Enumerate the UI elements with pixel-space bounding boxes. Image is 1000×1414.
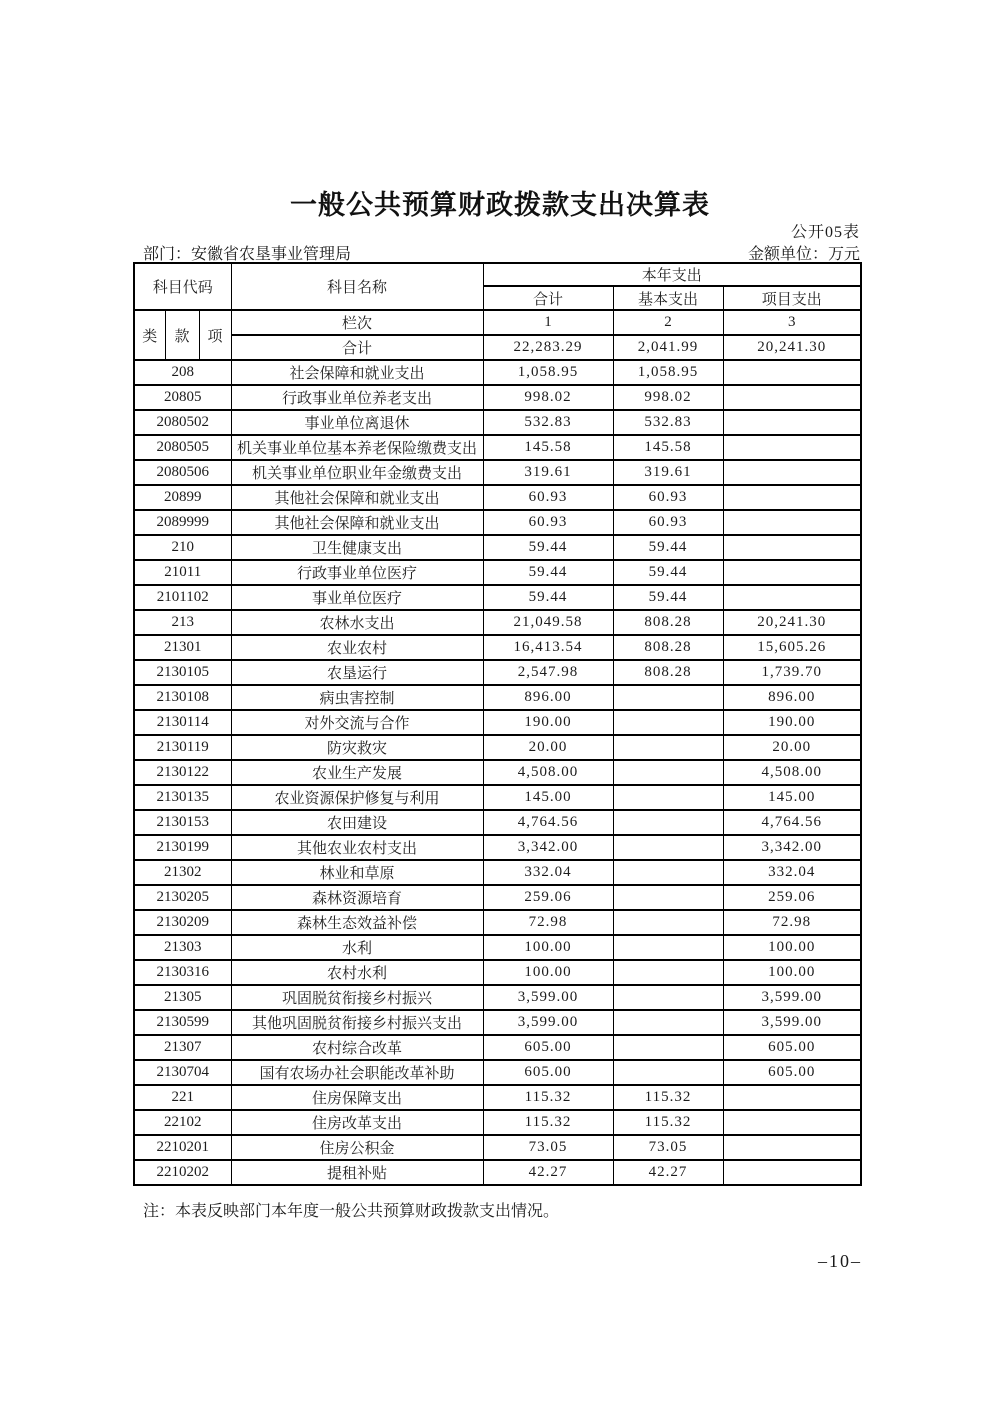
row-total: 145.00 bbox=[483, 785, 613, 810]
department-label: 部门：安徽省农垦事业管理局 bbox=[143, 246, 352, 263]
page-title: 一般公共预算财政拨款支出决算表 bbox=[290, 190, 710, 220]
row-code: 21303 bbox=[134, 935, 231, 960]
row-code: 21011 bbox=[134, 560, 231, 585]
row-project: 100.00 bbox=[723, 960, 861, 985]
row-code: 221 bbox=[134, 1085, 231, 1110]
row-code: 21307 bbox=[134, 1035, 231, 1060]
row-code: 213 bbox=[134, 610, 231, 635]
row-name: 农田建设 bbox=[231, 810, 483, 835]
row-code: 21302 bbox=[134, 860, 231, 885]
row-basic bbox=[613, 960, 723, 985]
row-basic: 1,058.95 bbox=[613, 360, 723, 385]
table-row bbox=[134, 460, 861, 485]
header-section: 款 bbox=[165, 310, 199, 360]
row-basic bbox=[613, 735, 723, 760]
row-total: 3,599.00 bbox=[483, 1010, 613, 1035]
row-basic: 42.27 bbox=[613, 1160, 723, 1185]
row-total: 3,342.00 bbox=[483, 835, 613, 860]
row-total: 59.44 bbox=[483, 535, 613, 560]
table-row bbox=[134, 1060, 861, 1085]
row-code: 2130205 bbox=[134, 885, 231, 910]
row-total: 59.44 bbox=[483, 560, 613, 585]
row-code: 2130199 bbox=[134, 835, 231, 860]
row-name: 农业生产发展 bbox=[231, 760, 483, 785]
row-total: 190.00 bbox=[483, 710, 613, 735]
row-name: 水利 bbox=[231, 935, 483, 960]
table-row bbox=[134, 610, 861, 635]
row-project bbox=[723, 1085, 861, 1110]
row-code: 21305 bbox=[134, 985, 231, 1010]
row-basic: 59.44 bbox=[613, 560, 723, 585]
row-name: 社会保障和就业支出 bbox=[231, 360, 483, 385]
row-code: 2130704 bbox=[134, 1060, 231, 1085]
row-project: 259.06 bbox=[723, 885, 861, 910]
table-row bbox=[134, 1135, 861, 1160]
row-total: 4,764.56 bbox=[483, 810, 613, 835]
row-basic: 145.58 bbox=[613, 435, 723, 460]
table-row bbox=[134, 1010, 861, 1035]
row-code: 2080502 bbox=[134, 410, 231, 435]
row-total: 145.58 bbox=[483, 435, 613, 460]
row-project: 20.00 bbox=[723, 735, 861, 760]
row-project bbox=[723, 435, 861, 460]
row-name: 巩固脱贫衔接乡村振兴 bbox=[231, 985, 483, 1010]
row-total: 60.93 bbox=[483, 510, 613, 535]
row-name: 行政事业单位养老支出 bbox=[231, 385, 483, 410]
header-total: 合计 bbox=[483, 286, 613, 310]
row-project: 20,241.30 bbox=[723, 610, 861, 635]
header-col-1: 1 bbox=[483, 310, 613, 335]
table-row bbox=[134, 735, 861, 760]
row-basic bbox=[613, 685, 723, 710]
row-total: 21,049.58 bbox=[483, 610, 613, 635]
row-basic: 73.05 bbox=[613, 1135, 723, 1160]
row-total: 60.93 bbox=[483, 485, 613, 510]
row-project bbox=[723, 485, 861, 510]
row-code: 2130122 bbox=[134, 760, 231, 785]
table-row bbox=[134, 535, 861, 560]
row-name: 农垦运行 bbox=[231, 660, 483, 685]
row-basic: 808.28 bbox=[613, 635, 723, 660]
row-name: 事业单位医疗 bbox=[231, 585, 483, 610]
row-code: 21301 bbox=[134, 635, 231, 660]
row-code: 2080505 bbox=[134, 435, 231, 460]
table-row bbox=[134, 385, 861, 410]
table-row bbox=[134, 835, 861, 860]
table-row bbox=[134, 785, 861, 810]
row-code: 2130209 bbox=[134, 910, 231, 935]
budget-table bbox=[133, 262, 862, 1186]
row-project: 3,599.00 bbox=[723, 1010, 861, 1035]
row-name: 其他社会保障和就业支出 bbox=[231, 510, 483, 535]
row-total: 100.00 bbox=[483, 960, 613, 985]
row-basic: 59.44 bbox=[613, 585, 723, 610]
row-total: 3,599.00 bbox=[483, 985, 613, 1010]
row-total: 259.06 bbox=[483, 885, 613, 910]
row-name: 其他巩固脱贫衔接乡村振兴支出 bbox=[231, 1010, 483, 1035]
row-project: 332.04 bbox=[723, 860, 861, 885]
row-code: 20899 bbox=[134, 485, 231, 510]
row-project bbox=[723, 510, 861, 535]
table-row bbox=[134, 635, 861, 660]
grand-total-total: 22,283.29 bbox=[483, 335, 613, 360]
header-item: 项 bbox=[199, 310, 231, 360]
row-project: 100.00 bbox=[723, 935, 861, 960]
header-col-2: 2 bbox=[613, 310, 723, 335]
table-row bbox=[134, 1085, 861, 1110]
row-name: 森林生态效益补偿 bbox=[231, 910, 483, 935]
header-current-year: 本年支出 bbox=[483, 263, 861, 286]
row-project: 3,342.00 bbox=[723, 835, 861, 860]
row-code: 208 bbox=[134, 360, 231, 385]
table-body bbox=[134, 360, 861, 1185]
row-code: 2210201 bbox=[134, 1135, 231, 1160]
row-project: 190.00 bbox=[723, 710, 861, 735]
row-basic: 532.83 bbox=[613, 410, 723, 435]
row-code: 2130316 bbox=[134, 960, 231, 985]
table-row bbox=[134, 585, 861, 610]
row-basic bbox=[613, 1060, 723, 1085]
row-project bbox=[723, 1135, 861, 1160]
row-code: 2130105 bbox=[134, 660, 231, 685]
row-project: 72.98 bbox=[723, 910, 861, 935]
row-project: 15,605.26 bbox=[723, 635, 861, 660]
row-name: 机关事业单位职业年金缴费支出 bbox=[231, 460, 483, 485]
row-project: 896.00 bbox=[723, 685, 861, 710]
row-basic: 115.32 bbox=[613, 1085, 723, 1110]
grand-total-label: 合计 bbox=[231, 335, 483, 360]
unit-label: 金额单位：万元 bbox=[747, 246, 860, 263]
table-row bbox=[134, 1035, 861, 1060]
row-code: 2089999 bbox=[134, 510, 231, 535]
row-total: 115.32 bbox=[483, 1085, 613, 1110]
row-basic bbox=[613, 710, 723, 735]
header-project: 项目支出 bbox=[723, 286, 861, 310]
row-basic bbox=[613, 1035, 723, 1060]
row-basic bbox=[613, 835, 723, 860]
row-basic: 808.28 bbox=[613, 660, 723, 685]
row-code: 2130108 bbox=[134, 685, 231, 710]
table-row bbox=[134, 485, 861, 510]
row-basic bbox=[613, 1010, 723, 1035]
table-row bbox=[134, 435, 861, 460]
row-code: 2130135 bbox=[134, 785, 231, 810]
row-project: 1,739.70 bbox=[723, 660, 861, 685]
row-basic: 808.28 bbox=[613, 610, 723, 635]
row-total: 605.00 bbox=[483, 1035, 613, 1060]
row-project bbox=[723, 585, 861, 610]
row-name: 农业农村 bbox=[231, 635, 483, 660]
row-name: 防灾救灾 bbox=[231, 735, 483, 760]
row-name: 卫生健康支出 bbox=[231, 535, 483, 560]
table-row bbox=[134, 810, 861, 835]
row-total: 998.02 bbox=[483, 385, 613, 410]
row-name: 住房公积金 bbox=[231, 1135, 483, 1160]
table-row bbox=[134, 360, 861, 385]
row-total: 605.00 bbox=[483, 1060, 613, 1085]
row-code: 2101102 bbox=[134, 585, 231, 610]
row-total: 1,058.95 bbox=[483, 360, 613, 385]
grand-total-project: 20,241.30 bbox=[723, 335, 861, 360]
row-code: 2080506 bbox=[134, 460, 231, 485]
row-total: 100.00 bbox=[483, 935, 613, 960]
row-code: 2130114 bbox=[134, 710, 231, 735]
meta-line bbox=[143, 241, 860, 264]
row-project bbox=[723, 410, 861, 435]
table-row bbox=[134, 710, 861, 735]
table-header bbox=[134, 263, 861, 360]
row-basic bbox=[613, 760, 723, 785]
table-code-label: 公开05表 bbox=[790, 224, 860, 241]
row-total: 72.98 bbox=[483, 910, 613, 935]
row-name: 病虫害控制 bbox=[231, 685, 483, 710]
row-project bbox=[723, 460, 861, 485]
row-basic: 998.02 bbox=[613, 385, 723, 410]
grand-total-basic: 2,041.99 bbox=[613, 335, 723, 360]
row-name: 事业单位离退休 bbox=[231, 410, 483, 435]
row-total: 332.04 bbox=[483, 860, 613, 885]
row-basic bbox=[613, 985, 723, 1010]
row-project: 605.00 bbox=[723, 1035, 861, 1060]
row-project: 4,764.56 bbox=[723, 810, 861, 835]
table-row bbox=[134, 560, 861, 585]
header-class: 类 bbox=[134, 310, 165, 360]
row-basic bbox=[613, 785, 723, 810]
table-row bbox=[134, 985, 861, 1010]
row-basic: 60.93 bbox=[613, 510, 723, 535]
row-name: 农村综合改革 bbox=[231, 1035, 483, 1060]
row-name: 提租补贴 bbox=[231, 1160, 483, 1185]
row-code: 2130153 bbox=[134, 810, 231, 835]
row-name: 森林资源培育 bbox=[231, 885, 483, 910]
row-code: 20805 bbox=[134, 385, 231, 410]
row-basic bbox=[613, 810, 723, 835]
table-row bbox=[134, 860, 861, 885]
row-project: 3,599.00 bbox=[723, 985, 861, 1010]
row-code: 2130599 bbox=[134, 1010, 231, 1035]
header-subject-name: 科目名称 bbox=[231, 263, 483, 310]
row-total: 4,508.00 bbox=[483, 760, 613, 785]
table-row bbox=[134, 660, 861, 685]
table-row bbox=[134, 1110, 861, 1135]
row-basic bbox=[613, 860, 723, 885]
row-total: 319.61 bbox=[483, 460, 613, 485]
row-project bbox=[723, 1110, 861, 1135]
row-basic bbox=[613, 935, 723, 960]
page-number: –10– bbox=[818, 1251, 862, 1271]
row-name: 农林水支出 bbox=[231, 610, 483, 635]
row-project bbox=[723, 560, 861, 585]
row-total: 115.32 bbox=[483, 1110, 613, 1135]
row-name: 其他社会保障和就业支出 bbox=[231, 485, 483, 510]
row-name: 机关事业单位基本养老保险缴费支出 bbox=[231, 435, 483, 460]
row-code: 210 bbox=[134, 535, 231, 560]
row-basic bbox=[613, 910, 723, 935]
table-row bbox=[134, 510, 861, 535]
row-name: 农业资源保护修复与利用 bbox=[231, 785, 483, 810]
row-project bbox=[723, 1160, 861, 1185]
table-row bbox=[134, 685, 861, 710]
row-project: 4,508.00 bbox=[723, 760, 861, 785]
footnote: 注：本表反映部门本年度一般公共预算财政拨款支出情况。 bbox=[143, 1203, 560, 1220]
row-project bbox=[723, 360, 861, 385]
row-code: 2210202 bbox=[134, 1160, 231, 1185]
row-total: 59.44 bbox=[483, 585, 613, 610]
header-subject-code: 科目代码 bbox=[134, 263, 231, 310]
row-name: 行政事业单位医疗 bbox=[231, 560, 483, 585]
row-basic: 115.32 bbox=[613, 1110, 723, 1135]
row-basic: 60.93 bbox=[613, 485, 723, 510]
row-name: 住房保障支出 bbox=[231, 1085, 483, 1110]
row-name: 国有农场办社会职能改革补助 bbox=[231, 1060, 483, 1085]
row-basic: 319.61 bbox=[613, 460, 723, 485]
row-name: 对外交流与合作 bbox=[231, 710, 483, 735]
row-project bbox=[723, 385, 861, 410]
row-total: 20.00 bbox=[483, 735, 613, 760]
row-basic: 59.44 bbox=[613, 535, 723, 560]
row-basic bbox=[613, 885, 723, 910]
row-code: 2130119 bbox=[134, 735, 231, 760]
table-row bbox=[134, 910, 861, 935]
row-name: 其他农业农村支出 bbox=[231, 835, 483, 860]
row-name: 林业和草原 bbox=[231, 860, 483, 885]
table-row bbox=[134, 1160, 861, 1185]
row-total: 16,413.54 bbox=[483, 635, 613, 660]
header-basic: 基本支出 bbox=[613, 286, 723, 310]
row-project: 605.00 bbox=[723, 1060, 861, 1085]
header-column-label: 栏次 bbox=[231, 310, 483, 335]
row-code: 22102 bbox=[134, 1110, 231, 1135]
row-project: 145.00 bbox=[723, 785, 861, 810]
table-row bbox=[134, 885, 861, 910]
header-col-3: 3 bbox=[723, 310, 861, 335]
row-total: 896.00 bbox=[483, 685, 613, 710]
table-row bbox=[134, 410, 861, 435]
table-row bbox=[134, 935, 861, 960]
row-name: 住房改革支出 bbox=[231, 1110, 483, 1135]
table-row bbox=[134, 960, 861, 985]
row-total: 532.83 bbox=[483, 410, 613, 435]
row-project bbox=[723, 535, 861, 560]
row-total: 42.27 bbox=[483, 1160, 613, 1185]
row-name: 农村水利 bbox=[231, 960, 483, 985]
row-total: 73.05 bbox=[483, 1135, 613, 1160]
row-total: 2,547.98 bbox=[483, 660, 613, 685]
table-row bbox=[134, 760, 861, 785]
